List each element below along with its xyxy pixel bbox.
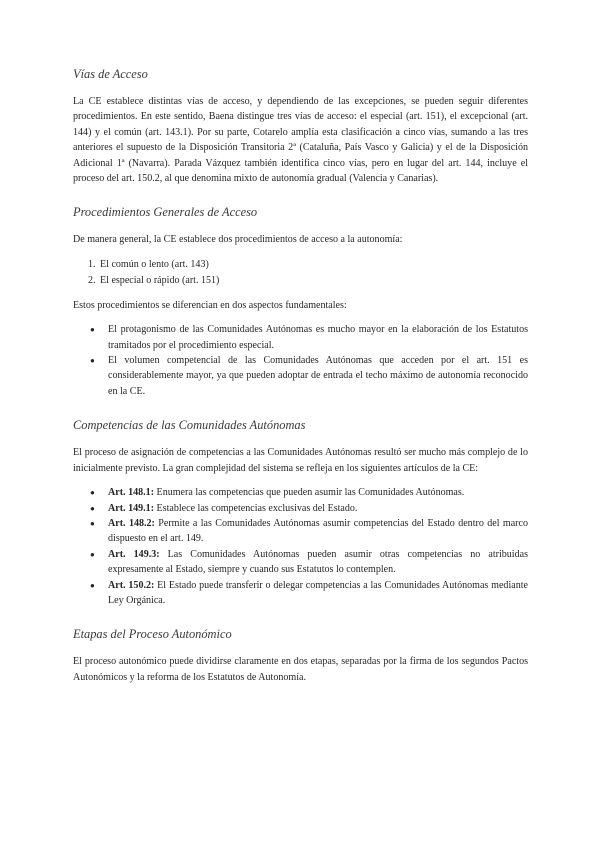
bullet-list-diferencias: [73, 322, 528, 399]
ordered-list-procedimientos: [73, 257, 528, 289]
bullet-list-articulos: [73, 485, 528, 608]
list-item-text: El protagonismo de las Comunidades Autónomas es mucho mayor en la elaboración de los Estatutos tramitados por el procedimiento especial.: [108, 324, 528, 351]
article-ref: Art. 150.2:: [108, 579, 155, 591]
paragraph-etapas: El proceso autonómico puede dividirse claramente en dos etapas, separadas por la firma de los segundos Pactos Autonómicos y la reforma de los Estatutos de Autonomía.: [73, 656, 528, 683]
bullet-icon: ●: [90, 549, 95, 559]
paragraph-competencias: El proceso de asignación de competencias a las Comunidades Autónomas resultó ser mucho más complejo de lo inicialmente previsto. La gran complejidad del sistema se refleja en los siguientes artículos de la CE:: [73, 447, 528, 474]
list-item: [73, 273, 528, 289]
list-item: [73, 501, 528, 516]
list-item: [73, 485, 528, 500]
section-title-etapas: Etapas del Proceso Autonómico: [73, 627, 232, 642]
bullet-icon: ●: [90, 580, 95, 590]
article-text: Establece las competencias exclusivas del Estado.: [154, 502, 358, 514]
article-text: Las Comunidades Autónomas pueden asumir otras competencias no atribuidas expresamente al Estado, siempre y cuando sus Estatutos lo contemplen.: [108, 548, 528, 576]
list-item: [73, 516, 528, 547]
article-text: Enumera las competencias que pueden asumir las Comunidades Autónomas.: [154, 487, 465, 499]
bullet-icon: ●: [90, 503, 95, 513]
article-ref: Art. 148.2:: [108, 517, 155, 529]
section-title-competencias: Competencias de las Comunidades Autónomas: [73, 418, 306, 433]
list-item: [73, 547, 528, 578]
list-item: [73, 578, 528, 609]
section-title-vias-acceso: Vías de Acceso: [73, 67, 148, 81]
list-number: 1.: [88, 258, 96, 270]
list-item-text: El volumen competencial de las Comunidades Autónomas que acceden por el art. 151 es considerablemente mayor, ya que pueden adoptar de entrada el techo máximo de autonomía reconocido en la CE.: [108, 355, 528, 397]
list-item: [73, 257, 528, 273]
article-ref: Art. 149.1:: [108, 502, 155, 514]
paragraph-procedimientos-intro: De manera general, la CE establece dos procedimientos de acceso a la autonomía:: [73, 234, 403, 246]
bullet-icon: ●: [90, 488, 95, 498]
article-ref: Art. 148.1:: [108, 487, 155, 499]
paragraph-procedimientos-intro2: Estos procedimientos se diferencian en dos aspectos fundamentales:: [73, 299, 347, 311]
list-item-text: El especial o rápido (art. 151): [100, 274, 220, 286]
article-ref: Art. 149.3:: [108, 548, 160, 560]
article-text: Permite a las Comunidades Autónomas asumir competencias del Estado dentro del marco dispuesto en el art. 149.: [108, 517, 528, 545]
bullet-icon: ●: [90, 518, 95, 528]
list-item: [73, 322, 528, 353]
article-text: El Estado puede transferir o delegar competencias a las Comunidades Autónomas mediante Ley Orgánica.: [108, 579, 528, 606]
section-title-procedimientos: Procedimientos Generales de Acceso: [73, 205, 258, 220]
list-item-text: El común o lento (art. 143): [100, 258, 209, 270]
bullet-icon: ●: [90, 325, 95, 335]
paragraph-vias-acceso: La CE establece distintas vías de acceso, y dependiendo de las excepciones, se pueden seguir diferentes procedimientos. En este sentido, Baena distingue tres vías de acceso: el especial (art. 151), el excepcional (art. 144) y el común (art. 143.1). Por su parte, Cotarelo amplía esta clasificación a cinco vías, sumando a las tres anteriores el supuesto de la Disposición Transitoria 2ª (Cataluña, País Vasco y Galicia) y el de la Disposición Adicional 1ª (Navarra). Parada Vázquez también identifica cinco vías, pero en lugar del art. 144, incluye el proceso del art. 150.2, al que denomina mixto de autonomía gradual (Valencia y Canarias).: [73, 96, 528, 185]
bullet-icon: ●: [90, 356, 95, 366]
list-number: 2.: [88, 274, 96, 286]
list-item: [73, 353, 528, 399]
